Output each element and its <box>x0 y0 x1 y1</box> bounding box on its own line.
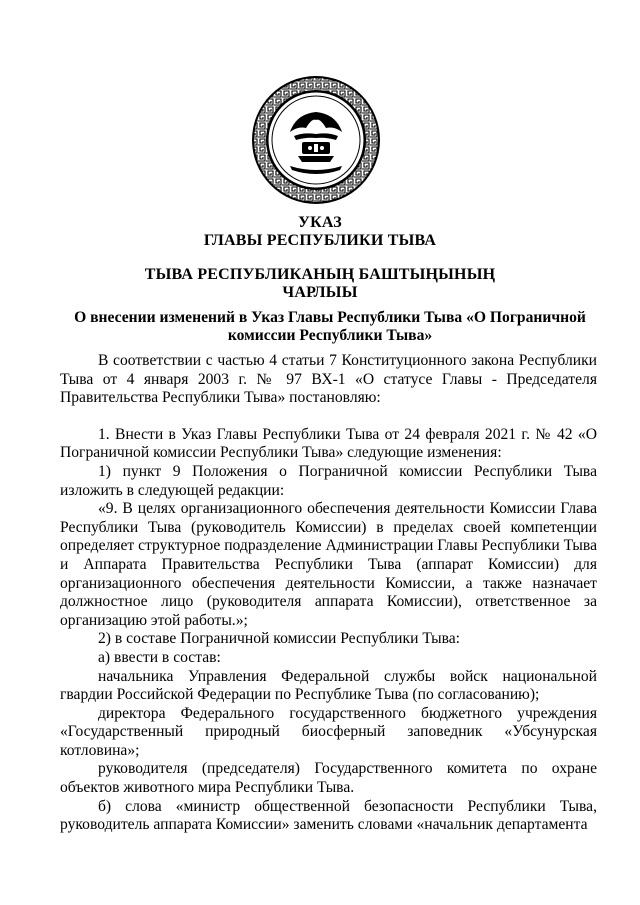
decree-heading-tuvan-word: ЧАРЛЫЫ <box>282 284 358 301</box>
subitem-1-paragraph: 1) пункт 9 Положения о Пограничной комиссии Республики Тыва изложить в следующей редакции: <box>60 462 597 499</box>
subitem-a-paragraph: а) ввести в состав: <box>98 648 221 666</box>
member-reserve-paragraph: директора Федерального государственного бюджетного учреждения «Государственный природный биосферный заповедник «Убсунурская котловина»; <box>60 704 597 759</box>
preamble-paragraph: В соответствии с частью 4 статьи 7 Конституционного закона Республики Тыва от 4 января 2003 г. № 97 ВХ-1 «О статусе Главы - Председателя Правительства Республики Тыва» постановляю: <box>60 352 597 407</box>
decree-title-line1: О внесении изменений в Указ Главы Республики Тыва «О Пограничной <box>74 309 586 326</box>
subitem-2-paragraph: 2) в составе Пограничной комиссии Республики Тыва: <box>98 630 460 648</box>
new-clause-9-paragraph: «9. В целях организационного обеспечения деятельности Комиссии Глава Республики Тыва (руководитель Комиссии) в пределах своей компетенции определяет структурное подразделение Администрации Главы Республики Тыва и Аппарата Правительства Республики Тыва (аппарат Комиссии) для организационного обеспечения деятельности Комиссии, а также назначает должностное лицо (руководителя аппарата Комиссии), ответственное за организацию этой работы.»; <box>60 500 597 629</box>
coat-of-arms-icon <box>250 74 382 206</box>
decree-heading-tuvan: ТЫВА РЕСПУБЛИКАНЫҢ БАШТЫҢЫНЫҢ <box>144 266 496 283</box>
decree-title-line2: комиссии Республики Тыва» <box>227 327 433 344</box>
item-1-paragraph: 1. Внести в Указ Главы Республики Тыва от 24 февраля 2021 г. № 42 «О Пограничной комиссии Республики Тыва» следующие изменения: <box>60 425 597 462</box>
decree-heading-authority: ГЛАВЫ РЕСПУБЛИКИ ТЫВА <box>203 232 437 249</box>
subitem-b-paragraph: б) слова «министр общественной безопасности Республики Тыва, руководитель аппарата Комиссии» заменить словами «начальник департамента <box>60 797 597 834</box>
decree-heading: УКАЗ <box>298 214 342 231</box>
member-wildlife-paragraph: руководителя (председателя) Государственного комитета по охране объектов животного мира Республики Тыва. <box>60 760 597 797</box>
member-guard-paragraph: начальника Управления Федеральной службы войск национальной гвардии Российской Федерации по Республике Тыва (по согласованию); <box>60 667 597 704</box>
decree-body <box>60 352 597 835</box>
